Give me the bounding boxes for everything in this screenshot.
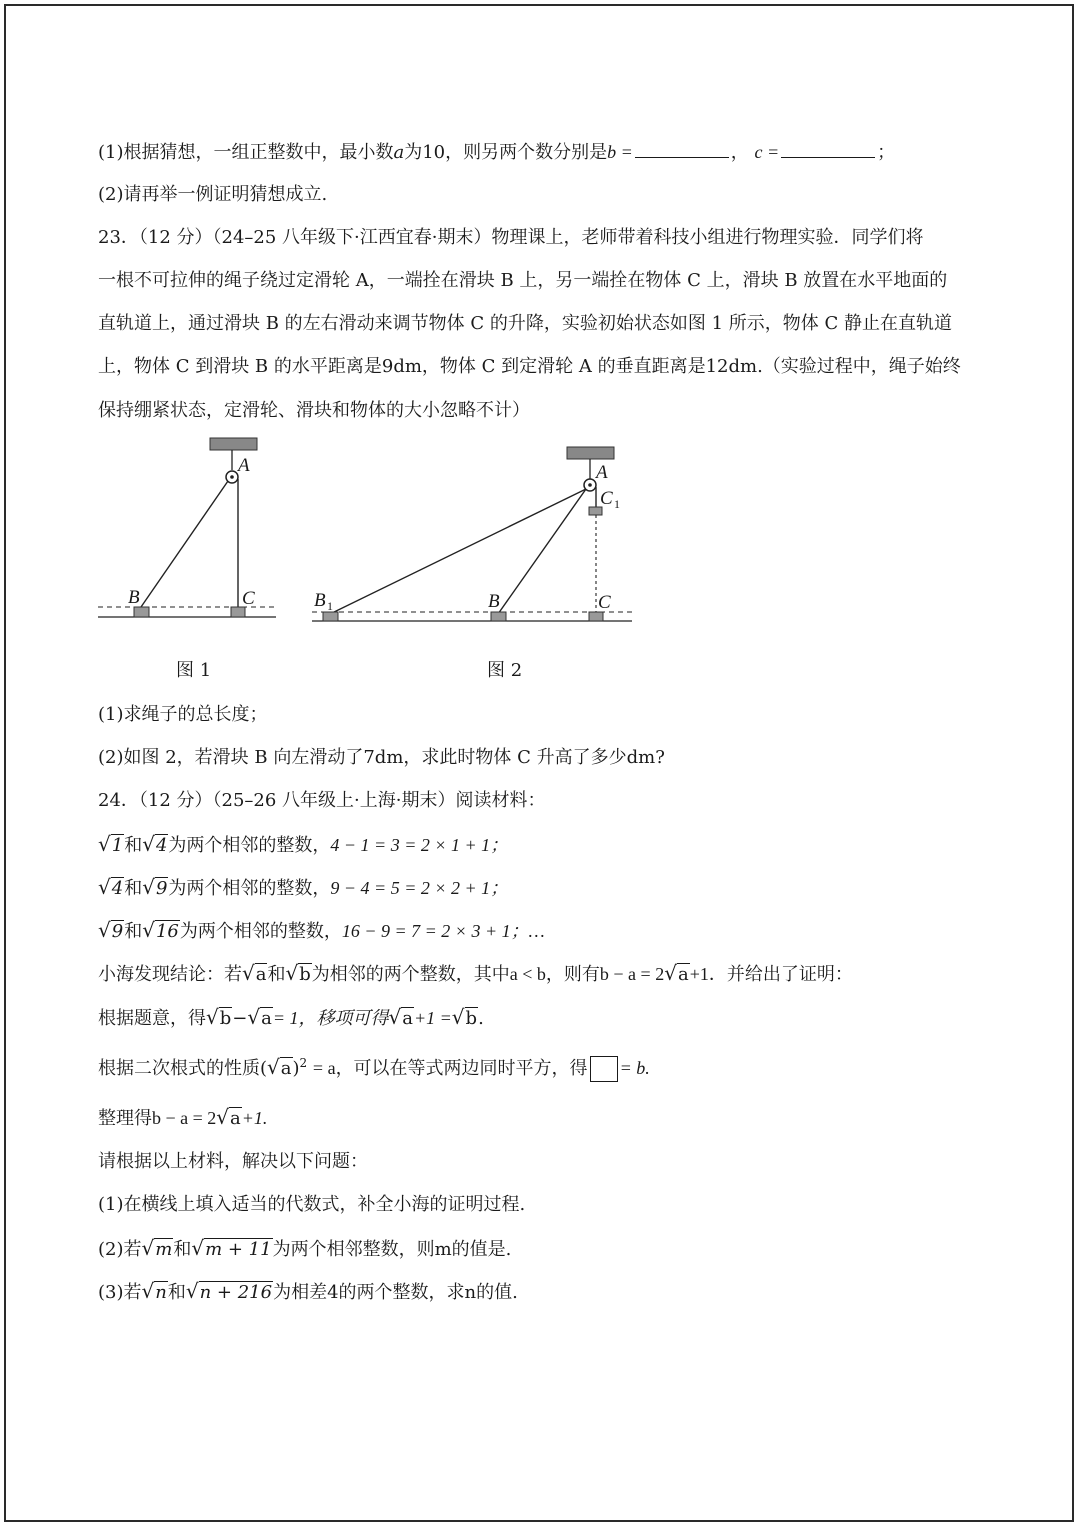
fig1-label-A: A: [238, 455, 250, 476]
fig2-label-C1-sub: 1: [614, 497, 620, 511]
q24-proof-1: 根据题意，得√b−√a= 1，移项可得√a+1 =√b.: [98, 1005, 484, 1029]
fig2-caption: 图 2: [487, 660, 523, 681]
q22-part1: (1)根据猜想，一组正整数中，最小数a为10，则另两个数分别是b = ， c = ；: [98, 139, 988, 166]
fig2-label-B1: B: [314, 590, 326, 611]
q24-sub1: (1)在横线上填入适当的代数式，补全小海的证明过程.: [98, 1194, 526, 1215]
q24-sub3: (3)若√n和√n + 216为相差4的两个整数，求n的值.: [98, 1279, 518, 1303]
q24-proof-3: 整理得b − a = 2√a+1.: [98, 1105, 268, 1129]
q24-sub2: (2)若√m和√m + 11为两个相邻整数，则m的值是.: [98, 1236, 512, 1260]
fig2-rope-AB: [498, 489, 586, 614]
q23-line5: 保持绷紧状态，定滑轮、滑块和物体的大小忽略不计）: [98, 400, 530, 421]
fig2-slider-B: [491, 612, 506, 621]
q23-sub1: (1)求绳子的总长度；: [98, 704, 268, 725]
figure-1: [98, 438, 276, 617]
fig2-object-C: [589, 612, 603, 621]
q23-line1: 23．（12 分）（24–25 八年级下·江西宜春·期末）物理课上，老师带着科技小组进行物理实验．同学们将: [98, 227, 924, 248]
fig2-label-B: B: [488, 591, 500, 612]
fig2-ceiling-mount: [567, 447, 614, 459]
fig1-ceiling-mount: [210, 438, 257, 450]
fig1-label-B: B: [128, 587, 140, 608]
fig1-label-C: C: [242, 588, 255, 609]
q24-example-2: √4和√9为两个相邻的整数，9 − 4 = 5 = 2 × 2 + 1；: [98, 875, 509, 899]
fill-in-box[interactable]: [590, 1056, 618, 1082]
q23-sub2: (2)如图 2，若滑块 B 向左滑动了7dm，求此时物体 C 升高了多少dm?: [98, 747, 665, 768]
fig2-slider-B1: [323, 612, 338, 621]
fig1-slider-B: [134, 607, 149, 617]
q24-proof-2: 根据二次根式的性质$(√a)^2 = a$，可以在等式两边同时平方，得 = b.: [98, 1050, 988, 1082]
figure-2: [312, 447, 632, 621]
fig2-label-B1-sub: 1: [327, 599, 333, 613]
q23-line4: 上，物体 C 到滑块 B 的水平距离是9dm，物体 C 到定滑轮 A 的垂直距离是12dm.（实验过程中，绳子始终: [98, 356, 961, 377]
q23-line2: 一根不可拉伸的绳子绕过定滑轮 A，一端拴在滑块 B 上，另一端拴在物体 C 上，滑块 B 放置在水平地面的: [98, 270, 948, 291]
q23-line3: 直轨道上，通过滑块 B 的左右滑动来调节物体 C 的升降，实验初始状态如图 1 所示，物体 C 静止在直轨道: [98, 313, 952, 334]
q24-ask: 请根据以上材料，解决以下问题：: [98, 1151, 368, 1172]
fig1-caption: 图 1: [176, 660, 212, 681]
fig1-rope-AB: [141, 481, 228, 607]
q24-example-1: √1和√4为两个相邻的整数，4 − 1 = 3 = 2 × 1 + 1；: [98, 832, 509, 856]
fig2-label-A: A: [596, 462, 608, 483]
q22-part2: (2)请再举一例证明猜想成立.: [98, 184, 328, 205]
fig2-label-C: C: [598, 592, 611, 613]
fig2-label-C1: C: [600, 488, 613, 509]
q24-conclusion: 小海发现结论：若√a和√b为相邻的两个整数，其中a < b，则有b − a = 2√a+1．并给出了证明：: [98, 961, 853, 985]
fig2-rope-AB1: [330, 489, 586, 614]
q24-header: 24．（12 分）（25–26 八年级上·上海·期末）阅读材料：: [98, 790, 546, 811]
q24-example-3: √9和√16为两个相邻的整数，16 − 9 = 7 = 2 × 3 + 1；…: [98, 918, 545, 942]
